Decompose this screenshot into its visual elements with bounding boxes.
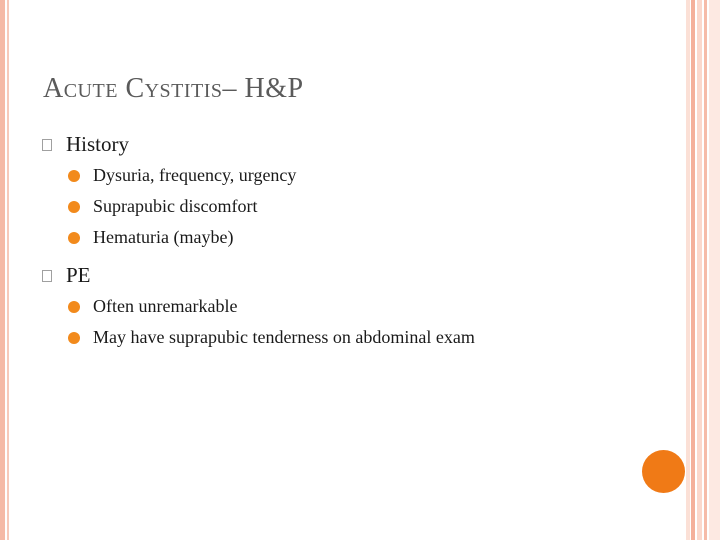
orange-dot-bullet-icon	[68, 332, 80, 344]
list-item-text: Suprapubic discomfort	[93, 196, 258, 216]
list-item	[40, 222, 680, 253]
list-item-text: May have suprapubic tenderness on abdominal exam	[93, 327, 475, 347]
orange-dot-bullet-icon	[68, 232, 80, 244]
section-heading-label: History	[66, 132, 129, 156]
right-border-stripe	[704, 0, 707, 540]
square-bullet-icon	[41, 259, 53, 291]
section-heading-label: PE	[66, 263, 91, 287]
list-item	[40, 160, 680, 191]
list-item	[40, 322, 680, 353]
orange-dot-bullet-icon	[68, 201, 80, 213]
slide-body	[40, 128, 680, 353]
left-border-stripe	[0, 0, 5, 540]
section-heading-pe	[40, 259, 680, 291]
list-item	[40, 191, 680, 222]
list-item	[40, 291, 680, 322]
section-heading-history	[40, 128, 680, 160]
list-item-text: Often unremarkable	[93, 296, 238, 316]
slide-title: Acute Cystitis– H&P	[43, 73, 304, 104]
left-border-stripe-thin	[7, 0, 9, 540]
right-border-stripe	[686, 0, 690, 540]
list-item-text: Hematuria (maybe)	[93, 227, 234, 247]
square-bullet-icon	[41, 128, 53, 160]
list-item-text: Dysuria, frequency, urgency	[93, 165, 297, 185]
right-border-stripe	[709, 0, 720, 540]
right-border-stripe	[691, 0, 695, 540]
orange-circle-decoration	[642, 450, 685, 493]
orange-dot-bullet-icon	[68, 170, 80, 182]
right-border-stripe	[697, 0, 702, 540]
orange-dot-bullet-icon	[68, 301, 80, 313]
